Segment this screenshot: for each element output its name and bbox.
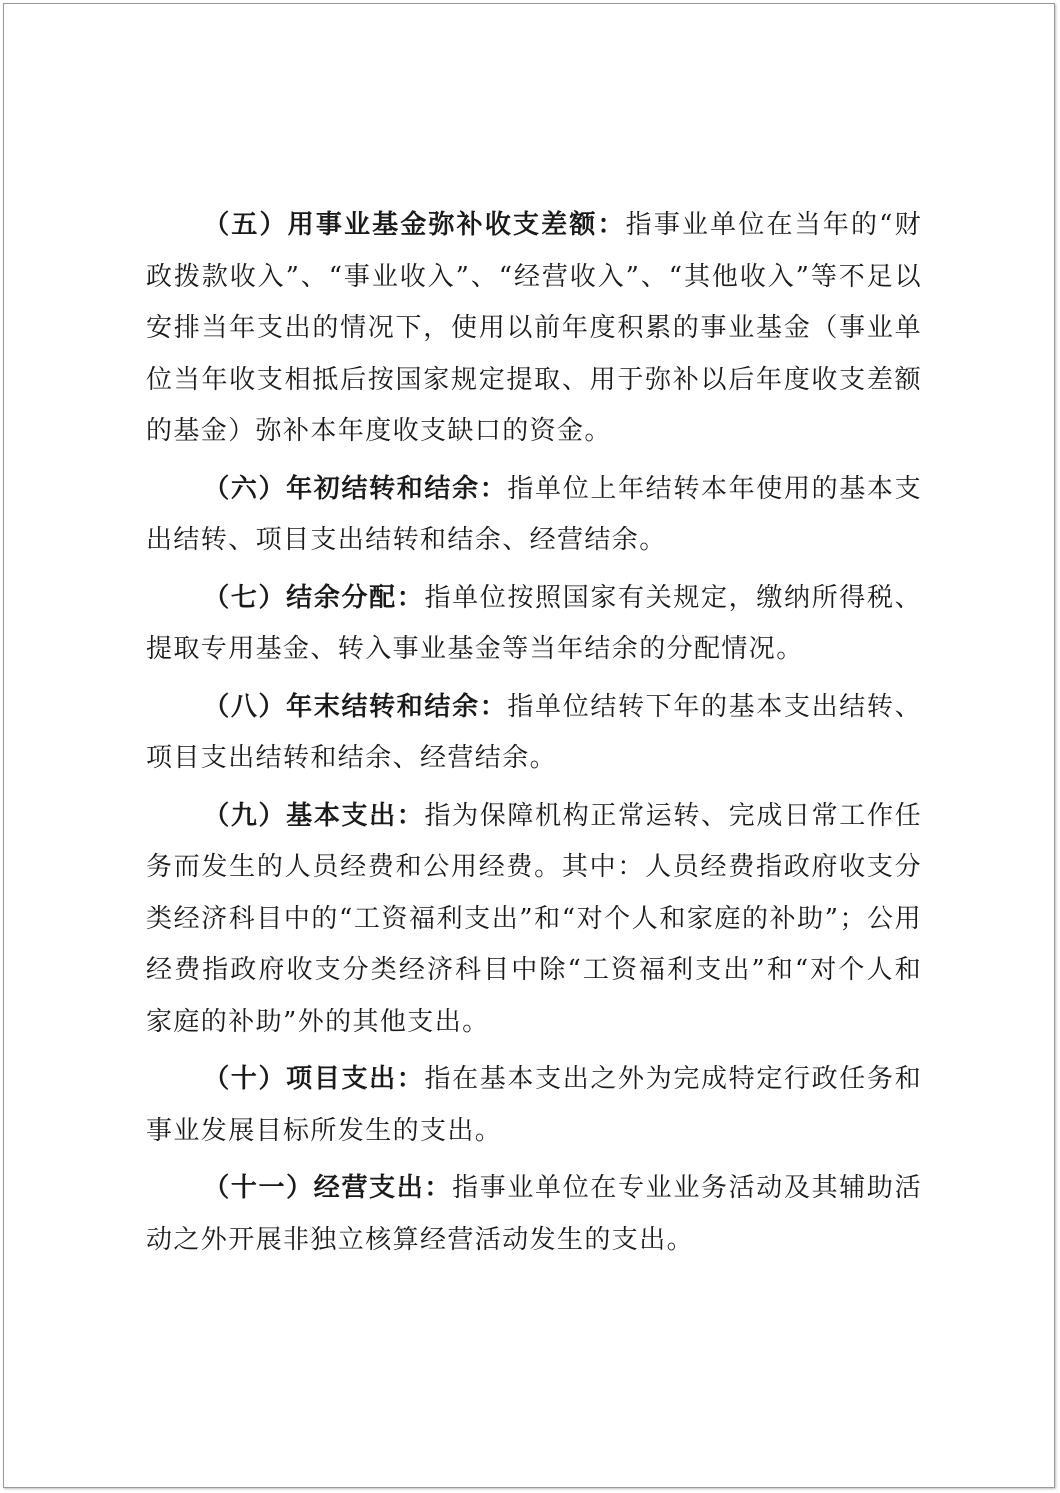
term-heading: （五）用事业基金弥补收支差额： [203, 210, 626, 240]
paragraph-text: 指单位上年结转本年使用的基本支出结转、项目支出结转和结余、经营结余。 [146, 473, 922, 555]
paragraph-10 [146, 1054, 922, 1157]
paragraph-text: 指事业单位在专业业务活动及其辅助活动之外开展非独立核算经营活动发生的支出。 [146, 1173, 922, 1255]
term-heading: （十）项目支出： [203, 1064, 425, 1094]
document-page [3, 3, 1055, 1488]
paragraph-text: 指单位按照国家有关规定，缴纳所得税、提取专用基金、转入事业基金等当年结余的分配情况。 [146, 582, 923, 664]
paragraph-text: 指为保障机构正常运转、完成日常工作任务而发生的人员经费和公用经费。其中：人员经费指政府收支分类经济科目中的“工资福利支出”和“对个人和家庭的补助”；公用经费指政府收支分类经济科目中除“工资福利支出”和“对个人和家庭的补助”外的其他支出。 [146, 800, 923, 1037]
paragraph-7 [146, 573, 922, 676]
paragraph-text: 指在基本支出之外为完成特定行政任务和事业发展目标所发生的支出。 [146, 1064, 923, 1146]
paragraph-6 [146, 464, 922, 567]
term-heading: （十一）经营支出： [203, 1173, 453, 1203]
term-heading: （九）基本支出： [203, 800, 425, 831]
term-heading: （七）结余分配： [203, 582, 425, 613]
term-heading: （八）年末结转和结余： [203, 691, 508, 722]
paragraph-8 [146, 682, 922, 785]
paragraph-text: 指事业单位在当年的“财政拨款收入”、“事业收入”、“经营收入”、“其他收入”等不足以安排当年支出的情况下，使用以前年度积累的事业基金（事业单位当年收支相抵后按国家规定提取、用于弥补以后年度收支差额的基金）弥补本年度收支缺口的资金。 [146, 210, 922, 446]
term-heading: （六）年初结转和结余： [203, 473, 508, 504]
paragraph-text: 指单位结转下年的基本支出结转、项目支出结转和结余、经营结余。 [146, 691, 922, 773]
paragraph-11 [146, 1163, 922, 1266]
paragraph-9 [146, 791, 922, 1049]
paragraph-5 [146, 200, 922, 458]
document-body [146, 200, 922, 1272]
